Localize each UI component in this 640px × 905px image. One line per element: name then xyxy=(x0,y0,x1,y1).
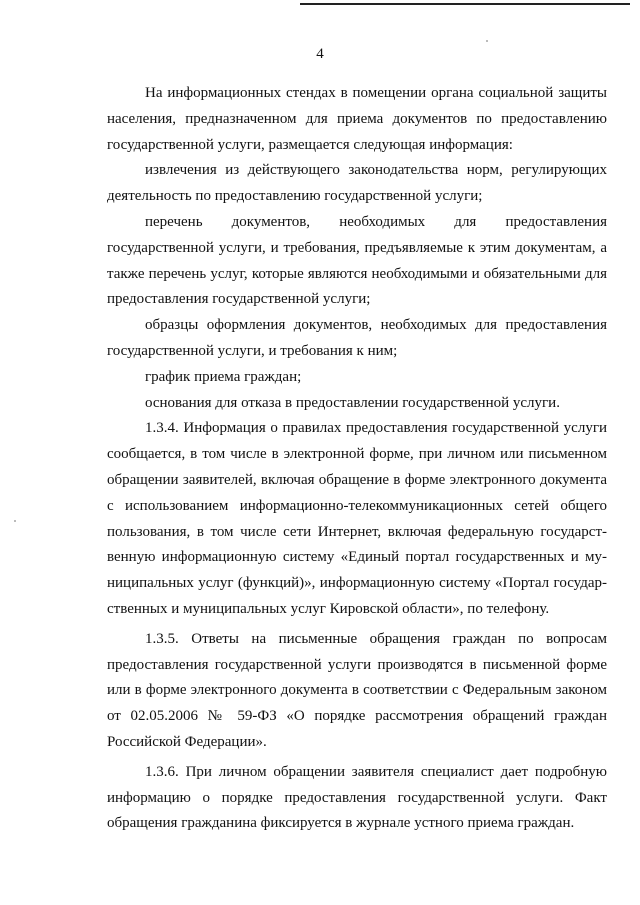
list-item-document-samples: образцы оформления документов, необходимых для предоставления государственной услуги, и требования к ним; xyxy=(107,317,607,359)
list-item-legislation: извлечения из действующего законодательства норм, регулирующих деятельность по предоставлению государственной услуги; xyxy=(107,162,607,205)
page-number: 4 xyxy=(316,46,324,62)
document-body xyxy=(107,81,607,837)
scan-speck xyxy=(14,520,16,522)
list-item-documents-list: перечень документов, необходимых для предоставления государственной услуги, и требования, предъявляемые к этим документам, а также перечень услуг, которые являются необходимыми и обязательными для предоставления государственной услуги; xyxy=(107,213,607,308)
scan-speck xyxy=(486,40,488,42)
paragraph-stands-intro: На информационных стендах в помещении органа социальной защиты населения, предназначенном для приема документов по предоставлению государственной услуги, размещается следующая информация: xyxy=(107,85,607,153)
paragraph-1-3-4: 1.3.4. Информация о правилах предоставления государственной услуги сообщается, в том числе в электронной форме, при личном или письменном обращении заявителей, включая обращение в форме электронного документа с использованием информационно-телекоммуникационных сетей общего пользования, в том числе сети Интернет, включая федеральную государст-венную информационную систему «Единый портал государственных и му-ниципальных услуг (функций)», информационную систему «Портал государ-ственных и муниципальных услуг Кировской области», по телефону. xyxy=(107,420,607,617)
paragraph-1-3-5: 1.3.5. Ответы на письменные обращения граждан по вопросам предоставления государственной услуги производятся в письменной форме или в форме электронного документа в соответствии с Федеральным законом от 02.05.2006 № 59-ФЗ «О порядке рассмотрения обращений граждан Российской Федерации». xyxy=(107,630,607,750)
paragraph-1-3-6: 1.3.6. При личном обращении заявителя специалист дает подробную информацию о порядке предоставления государственной услуги. Факт обращения гражданина фиксируется в журнале устного приема граждан. xyxy=(107,763,607,832)
top-rule xyxy=(300,3,630,5)
list-item-refusal-grounds: основания для отказа в предоставлении государственной услуги. xyxy=(145,394,560,411)
list-item-schedule: график приема граждан; xyxy=(145,368,302,385)
